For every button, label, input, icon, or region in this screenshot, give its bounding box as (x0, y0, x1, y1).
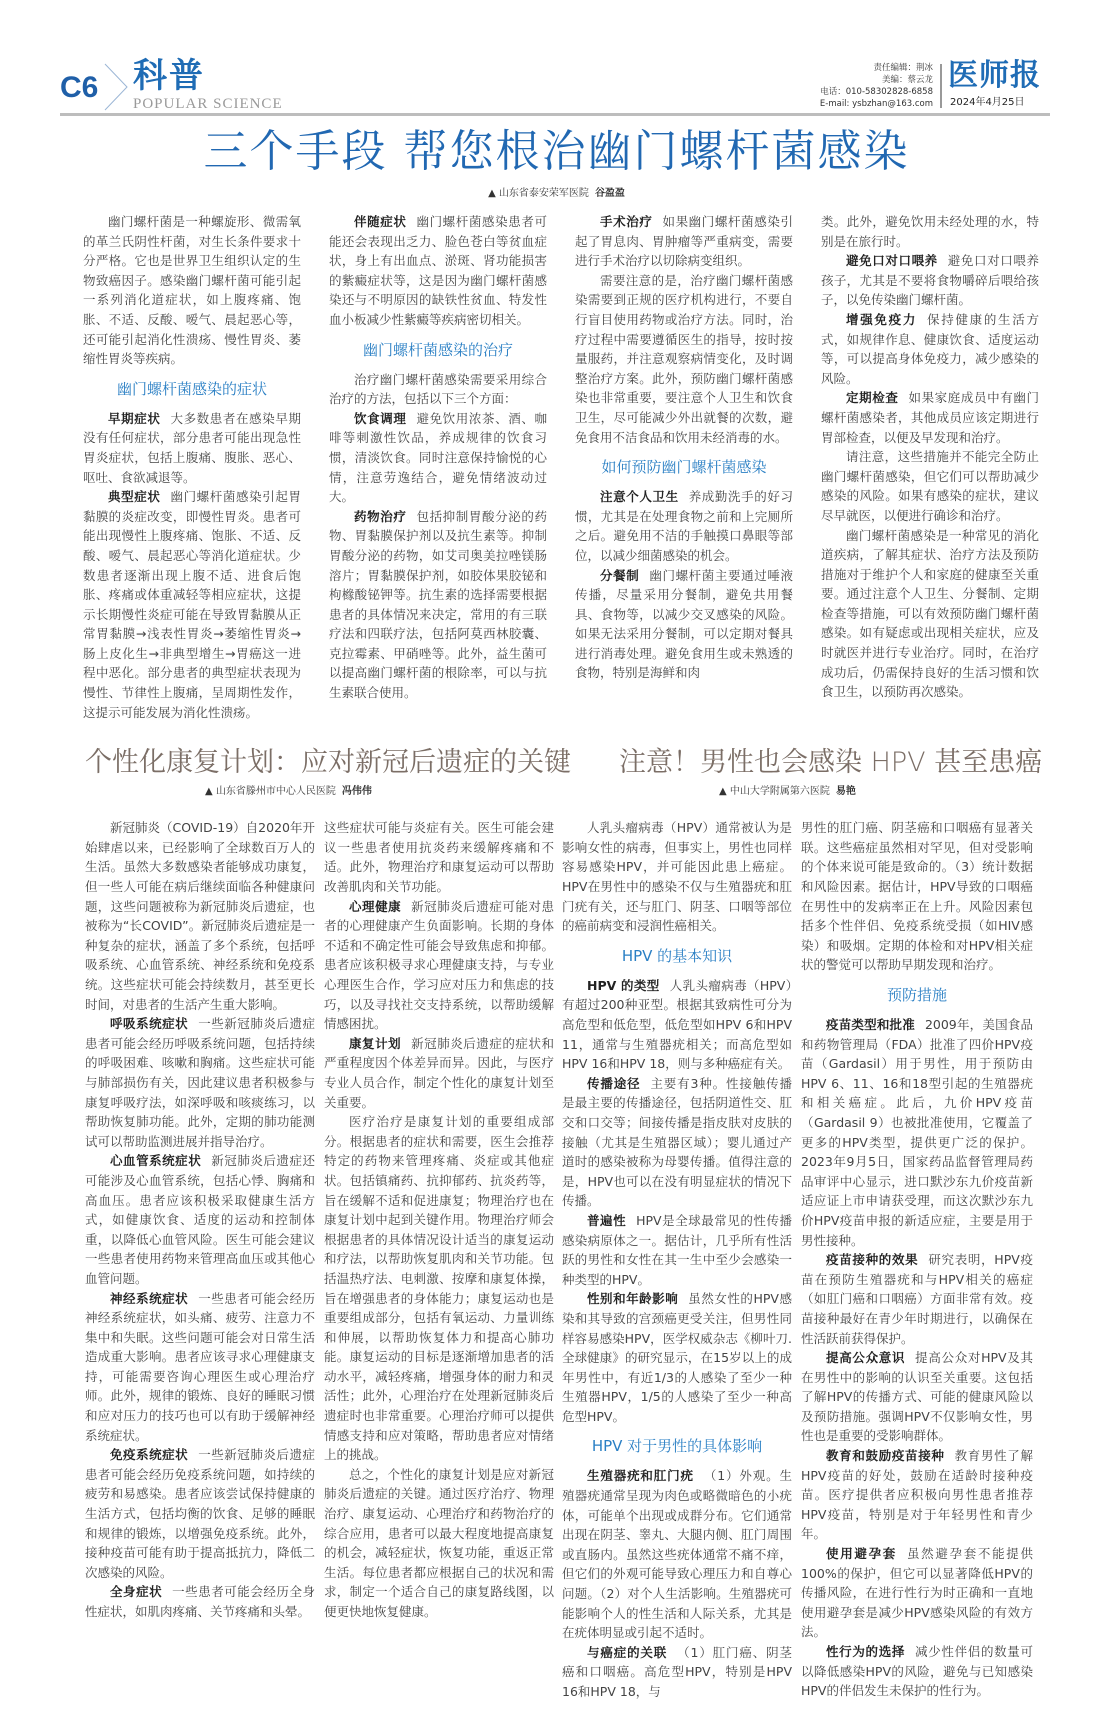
paragraph-text: 研究表明，HPV疫苗在预防生殖器疣和与HPV相关的癌症（如肛门癌和口咽癌）方面非常有效。疫苗接种最好在青少年时期进行，以确保在性活跃前获得保护。 (801, 1252, 1033, 1346)
article-header (562, 746, 1043, 818)
paragraph-text: 避免饮用浓茶、酒、咖啡等刺激性饮品，养成规律的饮食习惯，清淡饮食。同时注意保持愉悦的心情，注意劳逸结合，避免情绪波动过大。 (329, 410, 547, 505)
paragraph (801, 818, 1033, 975)
paragraph-lead: 增强免疫力 (846, 311, 918, 327)
paragraph-lead: 药物治疗 (354, 508, 407, 524)
paragraph (329, 370, 547, 409)
paragraph-text: 提高公众对HPV及其在男性中的影响的认识至关重要。这包括了解HPV的传播方式、可能的健康风险以及预防措施。强调HPV不仅影响女性，男性也是重要的受影响群体。 (801, 1350, 1033, 1444)
section-heading: 幽门螺杆菌感染的治疗 (362, 340, 513, 359)
paragraph-text: 减少性伴侣的数量可以降低感染HPV的风险，避免与已知感染HPV的伴侣发生未保护的性行为。 (801, 1644, 1033, 1699)
paragraph (562, 818, 792, 936)
paragraph (575, 271, 793, 447)
paragraph (324, 1034, 554, 1112)
paragraph (562, 1289, 792, 1426)
article-column (575, 212, 793, 683)
paragraph (821, 310, 1039, 388)
byline-org: ▲ 中山大学附属第六医院 (719, 786, 830, 798)
paragraph-lead: 康复计划 (349, 1035, 402, 1051)
paragraph (575, 212, 793, 271)
paragraph-text: 治疗幽门螺杆菌感染需要采用综合治疗的方法，包括以下三个方面： (329, 371, 547, 407)
designer: 美编：蔡云龙 (881, 75, 933, 85)
paragraph (83, 487, 301, 722)
paragraph-text: 虽然女性的HPV感染和其导致的宫颈癌更受关注，但男性同样容易感染HPV，医学权威杂志《柳叶刀.全球健康》的研究显示，在15岁以上的成年男性中，有近1/3的人感染了至少一种生殖器HPV，1/5的人感染了至少一种高危型HPV。 (562, 1291, 792, 1424)
article-column (821, 212, 1039, 702)
paragraph-text: 一些患者可能会经历全身性症状，如肌肉疼痛、关节疼痛和头晕。 (85, 1584, 315, 1619)
article-title: 三个手段 帮您根治幽门螺杆菌感染 (203, 126, 910, 177)
paragraph-text: 类。此外，避免饮用未经处理的水，特别是在旅行时。 (821, 214, 1039, 249)
byline-org: ▲ 山东省滕州市中心人民医院 (205, 786, 336, 798)
phone: 电话：010-58302828-6858 (820, 87, 933, 97)
paragraph-lead: 早期症状 (108, 410, 161, 426)
paragraph (562, 1074, 792, 1211)
paragraph (83, 212, 301, 369)
paragraph-text: 幽门螺杆菌感染是一种常见的消化道疾病，了解其症状、治疗方法及预防措施对于维护个人和家庭的健康至关重要。通过注意个人卫生、分餐制、定期检查等措施，可以有效预防幽门螺杆菌感染。如有疑虑或出现相关症状，应及时就医并进行专业治疗。同时，在治疗成功后，仍需保持良好的生活习惯和饮食卫生，以预防再次感染。 (821, 527, 1039, 700)
paragraph-text: 一些患者可能会经历神经系统症状，如头痛、疲劳、注意力不集中和失眠。这些问题可能会对日常生活造成重大影响。患者应该寻求心理健康支持，可能需要咨询心理医生或心理治疗师。此外，规律的锻炼、良好的睡眠习惯和应对压力的技巧也可以有助于缓解神经系统症状。 (85, 1290, 315, 1443)
article-column (83, 212, 301, 722)
paragraph-lead: 性别和年龄影响 (587, 1291, 679, 1307)
paragraph-lead: 避免口对口喂养 (846, 253, 938, 269)
paragraph-text: 人乳头瘤病毒（HPV）有超过200种亚型。根据其致病性可分为高危型和低危型，低危型如HPV 6和HPV 11，通常与生殖器疣相关；而高危型如HPV 16和HPV 18，则与多种癌症有关。 (562, 977, 792, 1072)
article-column (562, 818, 792, 1701)
article-columns (562, 818, 1033, 1701)
paragraph (324, 897, 554, 1034)
article-byline (205, 786, 372, 798)
paragraph-text: 男性的肛门癌、阴茎癌和口咽癌有显著关联。这些癌症虽然相对罕见，但对受影响的个体来说可能是致命的。（3）统计数据和风险因素。据估计，HPV导致的口咽癌在男性中的发病率正在上升。风险因素包括多个性伴侣、免疫系统受损（如HIV感染）和吸烟。定期的体检和对HPV相关症状的警觉可以帮助早期发现和治疗。 (801, 820, 1033, 973)
paragraph-lead: 疫苗类型和批准 (826, 1017, 915, 1032)
paragraph (821, 526, 1039, 702)
paragraph (801, 1642, 1033, 1701)
paragraph-text: 避免口对口喂养孩子，尤其是不要将食物嚼碎后喂给孩子，以免传染幽门螺杆菌。 (821, 253, 1039, 308)
bottom-articles (0, 746, 1113, 1721)
paragraph-text: 总之，个性化的康复计划是应对新冠肺炎后遗症的关键。通过医疗治疗、物理治疗、康复运动、心理治疗和药物治疗的综合应用，患者可以最大程度地提高康复的机会，减轻症状，恢复功能，重返正常生活。每位患者都应根据自己的状况和需求，制定一个适合自己的康复路线图，以便更快地恢复健康。 (324, 1466, 554, 1619)
paragraph-lead: 传播途径 (587, 1075, 641, 1091)
paragraph-text: 虽然避孕套不能提供100%的保护，但它可以显著降低HPV的传播风险，在进行性行为时正确和一直地使用避孕套是减少HPV感染风险的有效方法。 (801, 1546, 1033, 1640)
paragraph-lead: 生殖器疣和肛门疣 (587, 1468, 694, 1484)
paragraph-lead: 使用避孕套 (826, 1546, 897, 1562)
paragraph (575, 566, 793, 684)
paragraph-text: 一些新冠肺炎后遗症患者可能会经历呼吸系统问题，包括持续的呼吸困难、咳嗽和胸痛。这些症状可能与肺部损伤有关，因此建议患者积极参与康复呼吸疗法，如深呼吸和咳痰练习，以帮助恢复肺功能。此外，定期的肺功能测试可以帮助监测进展并指导治疗。 (85, 1016, 315, 1149)
paragraph-lead: HPV 的类型 (587, 977, 660, 993)
section-heading: HPV 对于男性的具体影响 (591, 1437, 763, 1456)
byline-org: ▲ 山东省泰安荣军医院 (488, 188, 589, 199)
section-title: 科普 (133, 56, 205, 96)
article-columns (85, 818, 554, 1621)
section-subtitle: POPULAR SCIENCE (133, 96, 283, 112)
paragraph-text: 保持健康的生活方式，如规律作息、健康饮食、适度运动等，可以提高身体免疫力，减少感染的风险。 (821, 311, 1039, 386)
paragraph (821, 447, 1039, 525)
paragraph (821, 388, 1039, 447)
paragraph (801, 1544, 1033, 1642)
paragraph-lead: 普遍性 (587, 1212, 627, 1228)
paragraph-lead: 饮食调理 (354, 410, 407, 426)
paragraph-text: 如果家庭成员中有幽门螺杆菌感染者，其他成员应该定期进行胃部检查，以便及早发现和治疗。 (821, 390, 1039, 445)
article-column (329, 212, 547, 703)
paragraph-text: 2009年，美国食品和药物管理局（FDA）批准了四价HPV疫苗（Gardasil）用于男性，用于预防由HPV 6、11、16和18型引起的生殖器疣和相关癌症。此后，九价HPV疫苗（Gardasil 9）也被批准使用，它覆盖了更多的HPV类型，提供更广泛的保护。2023年9月5日，国家药品监督管理局药品审评中心显示，进口默沙东九价疫苗新适应证上市申请获受理，而这次默沙东九价HPV疫苗申报的新适应症，主要是用于男性接种。 (801, 1017, 1033, 1248)
article-column (85, 818, 315, 1621)
paragraph-text: 新冠肺炎后遗症还可能涉及心血管系统，包括心悸、胸痛和高血压。患者应该积极采取健康生活方式，如健康饮食、适度的运动和控制体重，以降低心血管风险。医生可能会建议一些患者使用药物来管理高血压或其他心血管问题。 (85, 1153, 315, 1286)
section-heading: 预防措施 (886, 986, 947, 1004)
paragraph-text: 人乳头瘤病毒（HPV）通常被认为是影响女性的病毒，但事实上，男性也同样容易感染HPV，并可能因此患上癌症。HPV在男性中的感染不仅与生殖器疣和肛门疣有关，还与肛门、阴茎、口咽等部位的癌前病变和浸润性癌相关。 (562, 820, 792, 934)
paragraph-text: 幽门螺杆菌感染引起胃黏膜的炎症改变，即慢性胃炎。患者可能出现慢性上腹疼痛、饱胀、不适、反酸、嗳气、晨起恶心等消化道症状。少数患者逐渐出现上腹不适、进食后饱胀、疼痛或体重减轻等相应症状，这提示长期慢性炎症可能在导致胃黏膜从正常胃黏膜→浅表性胃炎→萎缩性胃炎→肠上皮化生→非典型增生→胃癌这一进程中恶化。部分患者的典型症状表现为慢性、节律性上腹痛，呈周期性发作，这提示可能发展为消化性溃疡。 (83, 489, 301, 720)
paragraph-text: 这些症状可能与炎症有关。医生可能会建议一些患者使用抗炎药来缓解疼痛和不适。此外，物理治疗和康复运动可以帮助改善肌肉和关节功能。 (324, 820, 554, 895)
article (85, 746, 571, 1621)
paragraph-lead: 教育和鼓励疫苗接种 (826, 1448, 945, 1464)
paragraph-text: 新冠肺炎（COVID-19）自2020年开始肆虐以来，已经影响了全球数百万人的生活。虽然大多数感染者能够成功康复，但一些人可能在病后继续面临各种健康问题，这些问题被称为新冠肺炎后遗症，也被称为“长COVID”。新冠肺炎后遗症是一种复杂的症状，涵盖了多个系统，包括呼吸系统、心血管系统、神经系统和免疫系统。这些症状可能会持续数月，甚至更长时间，对患者的生活产生重大影响。 (85, 820, 315, 1012)
paragraph-lead: 分餐制 (600, 567, 640, 583)
paragraph (575, 487, 793, 565)
issue-date: 2024年4月25日 (950, 97, 1025, 108)
paragraph-text: （1）肛门癌、阴茎癌和口咽癌。高危型HPV，特别是HPV 16和HPV 18，与 (562, 1644, 792, 1699)
paragraph-lead: 伴随症状 (354, 214, 407, 229)
paragraph (562, 1211, 792, 1289)
paragraph-text: 新冠肺炎后遗症的症状和严重程度因个体差异而异。因此，与医疗专业人员合作，制定个性化的康复计划至关重要。 (324, 1035, 554, 1110)
paragraph (821, 251, 1039, 310)
article (562, 746, 1043, 1701)
paragraph (85, 1289, 315, 1446)
article-column (801, 818, 1033, 1701)
paragraph-lead: 疫苗接种的效果 (826, 1252, 919, 1268)
article-title: 个性化康复计划：应对新冠后遗症的关键 (85, 747, 571, 779)
paragraph-text: 教育男性了解HPV疫苗的好处，鼓励在适龄时接种疫苗。医疗提供者应积极向男性患者推荐HPV疫苗，特别是对于年轻男性和青少年。 (801, 1448, 1033, 1542)
paragraph-text: 需要注意的是，治疗幽门螺杆菌感染需要到正规的医疗机构进行，不要自行盲目使用药物或治疗方法。同时，治疗过程中需要遵循医生的指导，按时按量服药，并注意观察病情变化，及时调整治疗方案。此外，预防幽门螺杆菌感染也非常重要，要注意个人卫生和饮食卫生，尽可能减少外出就餐的次数，避免食用不洁食品和饮用未经消毒的水。 (575, 272, 793, 445)
paragraph-text: 请注意，这些措施并不能完全防止幽门螺杆菌感染，但它们可以帮助减少感染的风险。如果有感染的症状，建议尽早就医，以便进行确诊和治疗。 (821, 449, 1039, 523)
paragraph-lead: 神经系统症状 (110, 1290, 189, 1306)
paragraph-lead: 心血管系统症状 (110, 1153, 202, 1169)
paragraph (85, 818, 315, 1014)
paragraph (801, 1348, 1033, 1446)
paragraph-lead: 呼吸系统症状 (110, 1016, 189, 1032)
paragraph (85, 1445, 315, 1582)
paragraph-text: 包括抑制胃酸分泌的药物、胃黏膜保护剂以及抗生素等。抑制胃酸分泌的药物，如艾司奥美拉唑镁肠溶片；胃黏膜保护剂，如胶体果胶铋和枸橼酸铋钾等。抗生素的选择需要根据患者的具体情况来决定，常用的有三联疗法和四联疗法，包括阿莫西林胶囊、克拉霉素、甲硝唑等。此外，益生菌可以提高幽门螺杆菌的根除率，可以与抗生素联合使用。 (329, 508, 547, 701)
article-title: 注意！男性也会感染 HPV 甚至患癌 (619, 747, 1043, 779)
paragraph (801, 1446, 1033, 1544)
paragraph (324, 1465, 554, 1622)
paragraph-lead: 免疫系统症状 (110, 1447, 189, 1463)
editor: 责任编辑：荆冰 (873, 63, 933, 73)
paragraph (329, 507, 547, 703)
section-heading: 幽门螺杆菌感染的症状 (116, 379, 267, 398)
paragraph-lead: 定期检查 (846, 390, 899, 406)
paragraph-text: 幽门螺杆菌主要通过唾液传播，尽量采用分餐制，避免共用餐具、食物等，以减少交叉感染的风险。如果无法采用分餐制，可以定期对餐具进行消毒处理。避免食用生或未熟透的食物，特别是海鲜和肉 (575, 567, 793, 681)
paragraph (329, 212, 547, 330)
article-column (324, 818, 554, 1621)
paragraph-lead: 心理健康 (349, 898, 402, 914)
paragraph-lead: 典型症状 (108, 489, 161, 505)
paragraph-lead: 性行为的选择 (826, 1644, 906, 1659)
email: E-mail: ysbzhan@163.com (819, 99, 933, 109)
paragraph-lead: 手术治疗 (600, 214, 653, 229)
byline-author: 冯伟伟 (341, 786, 372, 798)
paragraph-text: 新冠肺炎后遗症可能对患者的心理健康产生负面影响。长期的身体不适和不确定性可能会导致焦虑和抑郁。患者应该积极寻求心理健康支持，与专业心理医生合作，学习应对压力和焦虑的技巧，以及寻找社交支持系统，以帮助缓解情感困扰。 (324, 898, 554, 1032)
paragraph-text: 主要有3种。性接触传播是最主要的传播途径，包括阴道性交、肛交和口交等；间接传播是指皮肤对皮肤的接触（尤其是生殖器区域）；婴儿通过产道时的感染被称为母婴传播。值得注意的是，HPV也可以在没有明显症状的情况下传播。 (562, 1075, 792, 1209)
paragraph (85, 1582, 315, 1621)
article-header (85, 746, 571, 818)
byline-author: 易艳 (835, 786, 856, 798)
section-heading: 如何预防幽门螺杆菌感染 (601, 458, 767, 477)
article-columns (0, 212, 1113, 722)
paragraph (562, 1466, 792, 1642)
paragraph (821, 212, 1039, 251)
paragraph-text: 大多数患者在感染早期没有任何症状，部分患者可能出现急性胃炎症状，包括上腹痛、腹胀、恶心、呕吐、食欲减退等。 (83, 410, 301, 485)
paragraph-text: 医疗治疗是康复计划的重要组成部分。根据患者的症状和需要，医生会推荐特定的药物来管理疼痛、炎症或其他症状。包括镇痛药、抗抑郁药、抗炎药等，旨在缓解不适和促进康复；物理治疗也在康复计划中起到关键作用。物理治疗师会根据患者的具体情况设计适当的康复运动和疗法，以帮助恢复肌肉和关节功能。包括温热疗法、电刺激、按摩和康复体操，旨在增强患者的身体能力；康复运动也是重要组成部分，包括有氧运动、力量训练和伸展，以帮助恢复体力和提高心肺功能。康复运动的目标是逐渐增加患者的活动水平，减轻疼痛，增强身体的耐力和灵活性；此外，心理治疗在处理新冠肺炎后遗症时也非常重要。心理治疗师可以提供情感支持和应对策略，帮助患者应对情绪上的挑战。 (324, 1114, 554, 1463)
paragraph-text: 幽门螺杆菌感染患者可能还会表现出乏力、脸色苍白等贫血症状，身上有出血点、淤斑、肾功能损害的紫癜症状等，这是因为幽门螺杆菌感染还与不明原因的缺铁性贫血、特发性血小板减少性紫癜等疾病密切相关。 (329, 214, 547, 327)
newspaper-logo: 医师报 (948, 58, 1041, 93)
paragraph-text: （1）外观。生殖器疣通常呈现为肉色或略微暗色的小疣体，可能单个出现或成群分布。它们通常出现在阴茎、睾丸、大腿内侧、肛门周围或直肠内。虽然这些疣体通常不痛不痒，但它们的外观可能导致心理压力和自尊心问题。（2）对个人生活影响。生殖器疣可能影响个人的性生活和人际关系，尤其是在疣体明显或引起不适时。 (562, 1468, 792, 1641)
section-heading: HPV 的基本知识 (621, 946, 733, 965)
paragraph-lead: 注意个人卫生 (600, 489, 679, 505)
paragraph (324, 1112, 554, 1465)
paragraph-lead: 提高公众意识 (826, 1350, 906, 1366)
paragraph (83, 409, 301, 487)
byline-author: 谷盈盈 (594, 188, 625, 199)
paragraph-text: 养成勤洗手的好习惯，尤其是在处理食物之前和上完厕所之后。避免用不洁的手触摸口鼻眼等部位，以减少细菌感染的机会。 (575, 489, 793, 563)
paragraph (329, 409, 547, 507)
paragraph (324, 818, 554, 896)
page-number: C6 (60, 71, 99, 104)
paragraph-text: 幽门螺杆菌是一种螺旋形、微需氧的革兰氏阴性杆菌，对生长条件要求十分严格。它也是世界卫生组织认定的生物致癌因子。感染幽门螺杆菌可能引起一系列消化道症状，如上腹疼痛、饱胀、不适、反酸、嗳气、晨起恶心等，还可能引起消化性溃疡、慢性胃炎、萎缩性胃炎等疾病。 (83, 214, 301, 367)
article-byline (719, 786, 856, 798)
paragraph (801, 1250, 1033, 1348)
paragraph-text: 如果幽门螺杆菌感染引起了胃息肉、胃肿瘤等严重病变，需要进行手术治疗以切除病变组织。 (575, 214, 793, 269)
paragraph (801, 1015, 1033, 1250)
paragraph-lead: 与癌症的关联 (587, 1644, 668, 1660)
paragraph (562, 976, 792, 1074)
paragraph (85, 1014, 315, 1151)
paragraph-text: HPV是全球最常见的性传播感染病原体之一。据估计，几乎所有性活跃的男性和女性在其一生中至少会感染一种类型的HPV。 (562, 1212, 792, 1287)
paragraph (562, 1643, 792, 1702)
paragraph-text: 一些新冠肺炎后遗症患者可能会经历免疫系统问题，如持续的疲劳和易感染。患者应该尝试保持健康的生活方式，包括均衡的饮食、足够的睡眠和规律的锻炼，以增强免疫系统。此外，接种疫苗可能有助于提高抵抗力，降低二次感染的风险。 (85, 1447, 315, 1580)
paragraph (85, 1151, 315, 1288)
paragraph-lead: 全身症状 (110, 1584, 163, 1600)
